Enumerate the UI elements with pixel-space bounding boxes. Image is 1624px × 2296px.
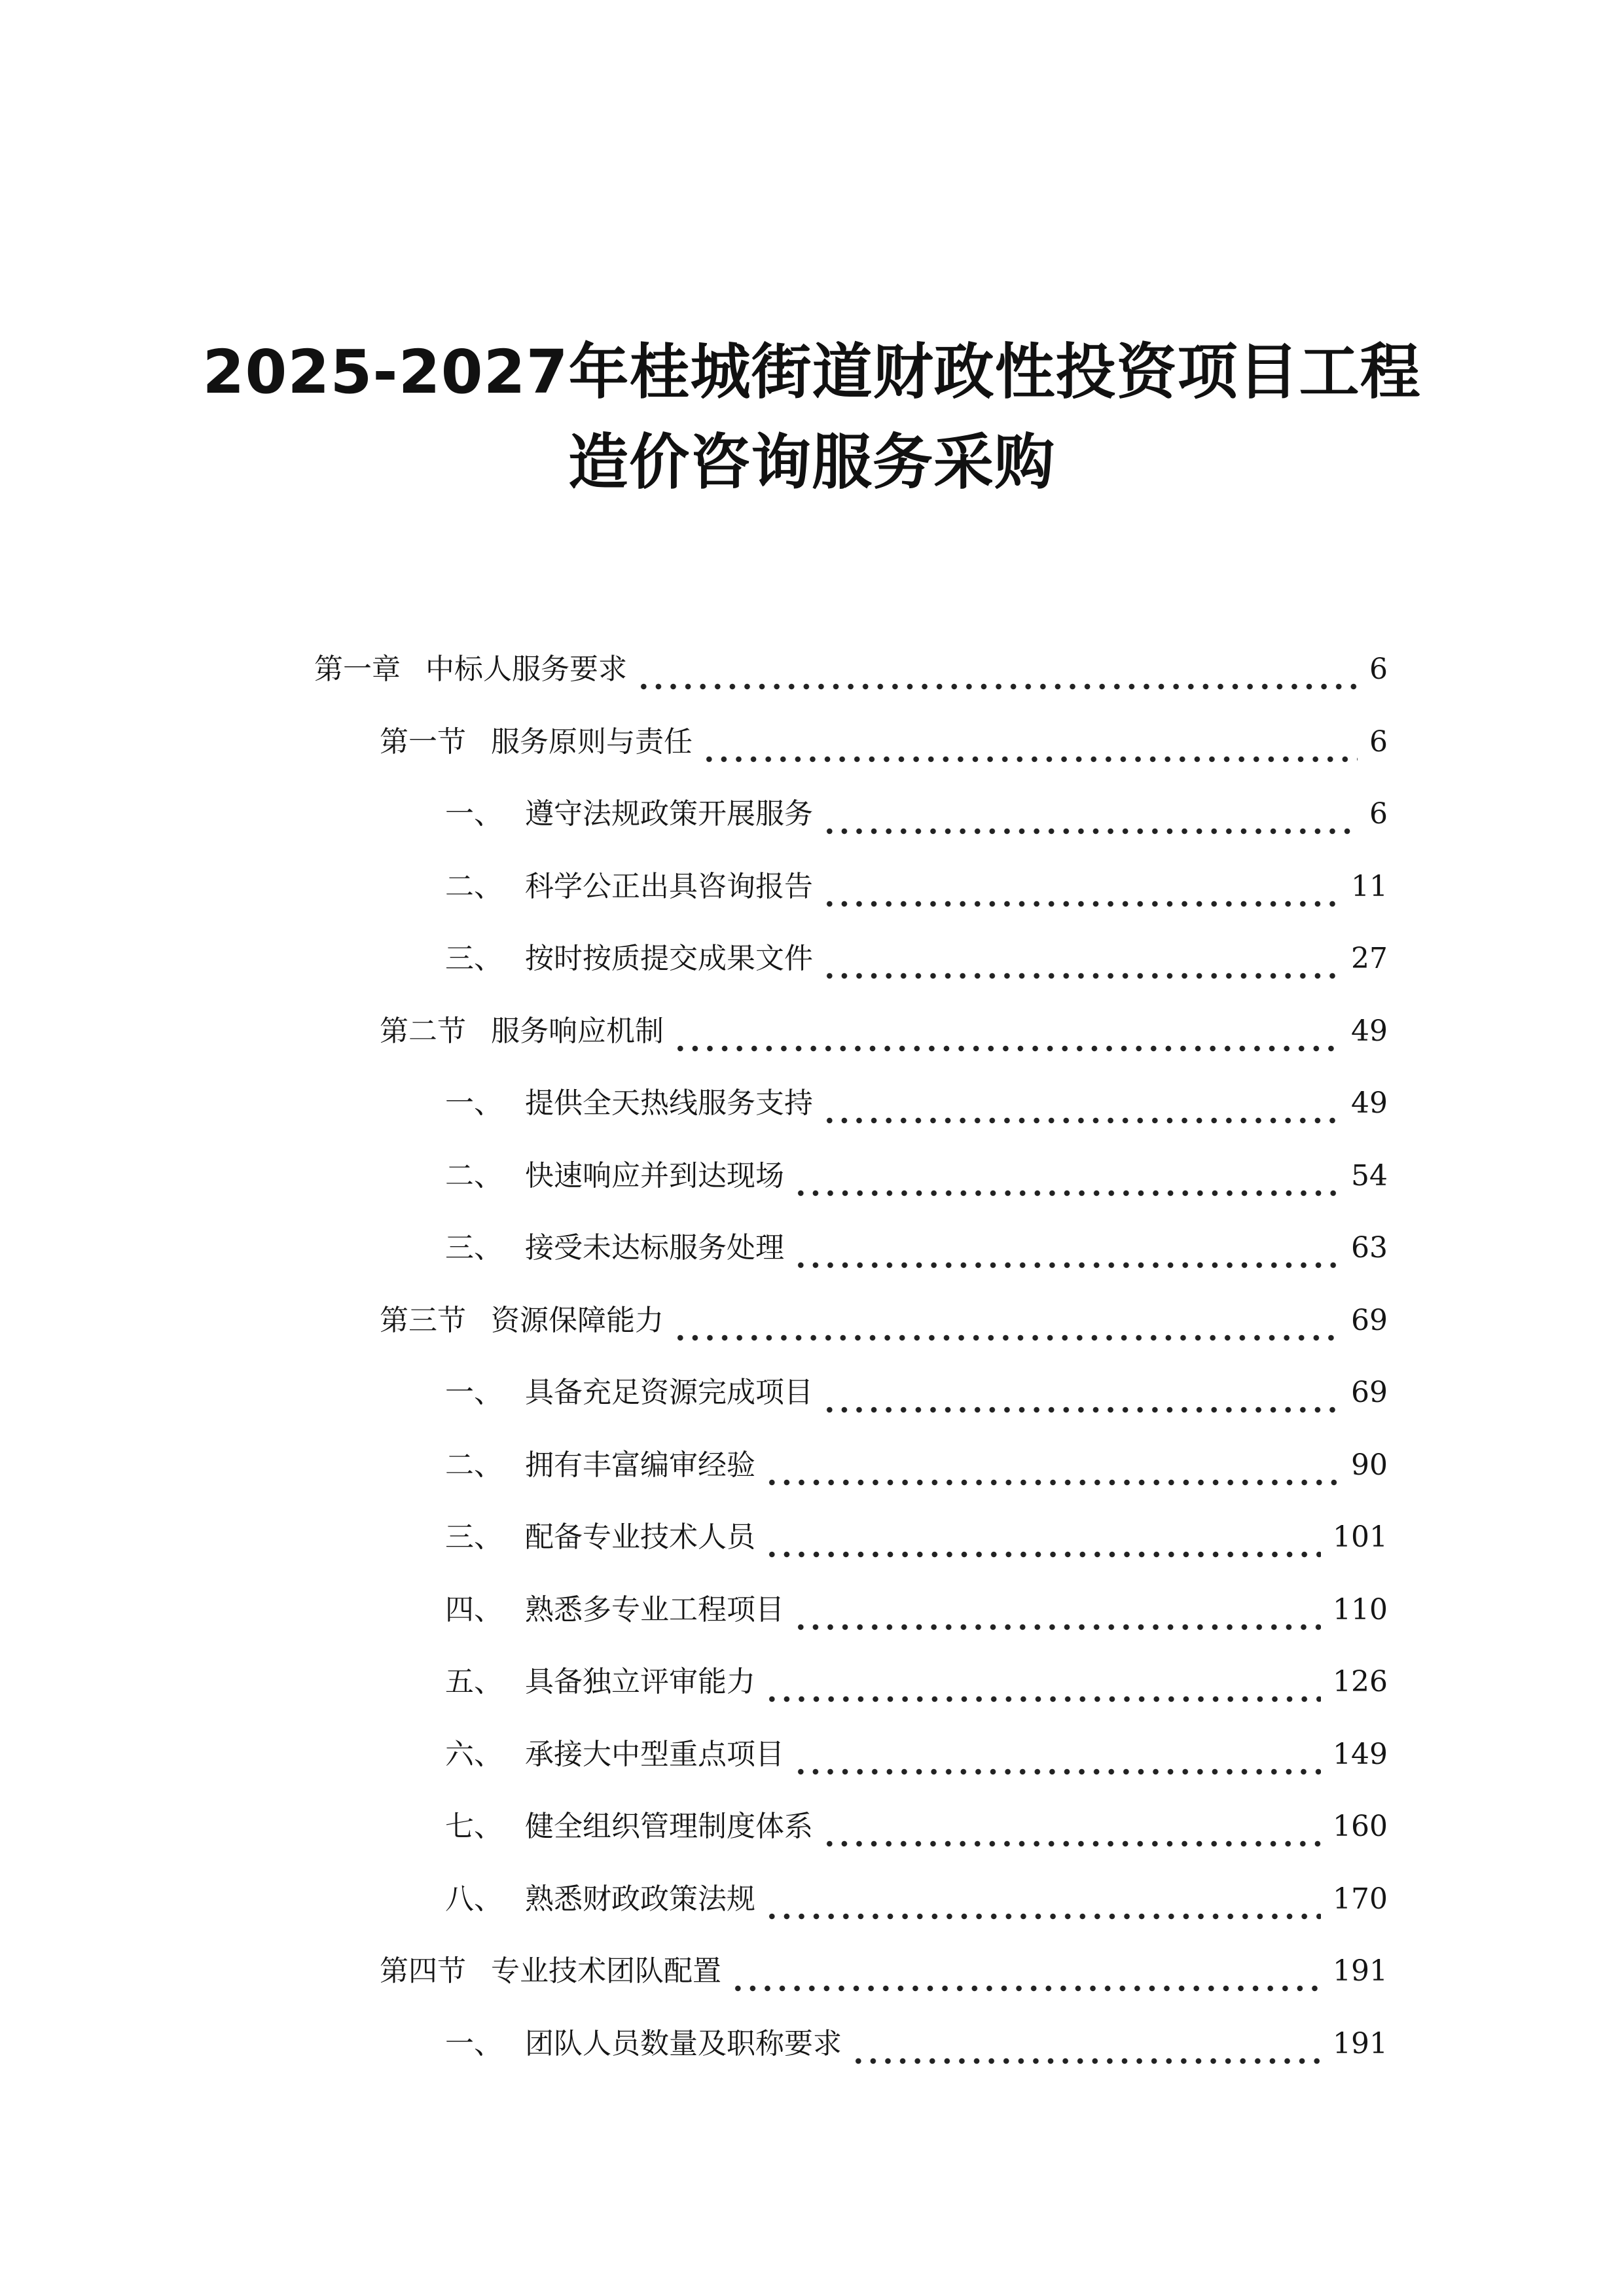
toc-entry-label: 接受未达标服务处理 [525,1231,784,1265]
toc-entry-number: 三、 [445,1231,503,1265]
toc-dot-leader [793,1581,1321,1640]
toc-entry-label: 具备独立评审能力 [525,1665,755,1698]
toc-entry-page-number: 27 [1351,942,1388,975]
toc-entry-label: 专业技术团队配置 [491,1954,721,1988]
toc-dot-leader [702,713,1358,772]
toc-entry[interactable] [445,1797,1388,1856]
toc-entry-page-number: 6 [1369,797,1388,831]
toc-entry-label: 健全组织管理制度体系 [525,1810,813,1843]
toc-entry-label: 中标人服务要求 [425,653,627,686]
toc-entry[interactable] [314,640,1388,699]
toc-entry-label: 服务原则与责任 [491,725,693,759]
toc-entry[interactable] [445,1436,1388,1495]
toc-entry-label: 拥有丰富编审经验 [525,1448,755,1482]
toc-dot-leader [793,1219,1339,1278]
toc-entry-label: 具备充足资源完成项目 [525,1376,813,1409]
toc-entry[interactable] [445,1363,1388,1422]
toc-entry-number: 一、 [445,797,503,831]
toc-entry[interactable] [445,1508,1388,1567]
toc-entry-number: 第三节 [380,1304,466,1337]
toc-entry[interactable] [445,1581,1388,1640]
toc-entry-page-number: 63 [1351,1231,1388,1265]
toc-entry-page-number: 170 [1333,1882,1388,1916]
toc-entry-number: 二、 [445,1448,503,1482]
toc-entry-number: 七、 [445,1810,503,1843]
toc-entry-page-number: 191 [1333,2027,1388,2060]
toc-entry-page-number: 90 [1351,1448,1388,1482]
toc-entry[interactable] [445,929,1388,988]
toc-entry-number: 三、 [445,1520,503,1554]
toc-entry-page-number: 110 [1333,1593,1388,1626]
toc-entry-label: 配备专业技术人员 [525,1520,755,1554]
document-title [196,327,1427,508]
toc-entry[interactable] [445,1653,1388,1712]
toc-dot-leader [822,1074,1339,1133]
toc-dot-leader [822,929,1339,988]
toc-entry-label: 按时按质提交成果文件 [525,942,813,975]
toc-entry-label: 熟悉财政政策法规 [525,1882,755,1916]
toc-entry-number: 六、 [445,1738,503,1771]
toc-dot-leader [765,1653,1321,1712]
toc-entry[interactable] [445,785,1388,844]
toc-entry-label: 熟悉多专业工程项目 [525,1593,784,1626]
toc-entry-label: 科学公正出具咨询报告 [525,870,813,903]
toc-entry-page-number: 191 [1333,1954,1388,1988]
toc-entry-page-number: 160 [1333,1810,1388,1843]
toc-entry[interactable] [445,1074,1388,1133]
toc-dot-leader [793,1147,1339,1206]
toc-entry-number: 二、 [445,870,503,903]
toc-entry-page-number: 6 [1369,653,1388,686]
toc-entry-page-number: 101 [1333,1520,1388,1554]
toc-entry[interactable] [380,713,1388,772]
toc-dot-leader [731,1942,1321,2001]
toc-entry[interactable] [380,1942,1388,2001]
toc-entry-page-number: 126 [1333,1665,1388,1698]
toc-dot-leader [822,785,1358,844]
toc-dot-leader [765,1870,1321,1929]
toc-entry-page-number: 149 [1333,1738,1388,1771]
toc-dot-leader [822,1363,1339,1422]
toc-entry-page-number: 69 [1351,1376,1388,1409]
toc-entry-page-number: 49 [1351,1086,1388,1120]
toc-dot-leader [636,640,1358,699]
toc-entry[interactable] [445,2015,1388,2073]
toc-entry[interactable] [380,1002,1388,1061]
toc-entry[interactable] [445,1219,1388,1278]
title-line-2: 造价咨询服务采购 [568,427,1055,497]
toc-entry[interactable] [445,1147,1388,1206]
toc-dot-leader [822,857,1339,916]
toc-entry-label: 团队人员数量及职称要求 [525,2027,842,2060]
toc-entry-number: 第一节 [380,725,466,759]
toc-entry-page-number: 6 [1369,725,1388,759]
toc-dot-leader [673,1291,1339,1350]
toc-entry-page-number: 11 [1351,870,1388,903]
toc-entry-number: 八、 [445,1882,503,1916]
toc-entry-number: 第一章 [314,653,401,686]
toc-dot-leader [673,1002,1339,1061]
toc-entry-number: 一、 [445,2027,503,2060]
toc-dot-leader [765,1508,1321,1567]
toc-dot-leader [851,2015,1321,2073]
toc-entry-number: 一、 [445,1376,503,1409]
toc-entry-number: 五、 [445,1665,503,1698]
toc-entry-page-number: 49 [1351,1014,1388,1048]
toc-entry-label: 资源保障能力 [491,1304,664,1337]
toc-entry-label: 承接大中型重点项目 [525,1738,784,1771]
toc-entry-label: 提供全天热线服务支持 [525,1086,813,1120]
toc-entry-label: 快速响应并到达现场 [525,1159,784,1193]
toc-entry-number: 二、 [445,1159,503,1193]
toc-entry-number: 四、 [445,1593,503,1626]
toc-entry[interactable] [445,1870,1388,1929]
toc-entry-number: 三、 [445,942,503,975]
toc-entry[interactable] [380,1291,1388,1350]
toc-entry[interactable] [445,857,1388,916]
toc-dot-leader [822,1797,1321,1856]
toc-entry-number: 第四节 [380,1954,466,1988]
toc-dot-leader [793,1725,1321,1784]
toc-entry-label: 遵守法规政策开展服务 [525,797,813,831]
toc-entry[interactable] [445,1725,1388,1784]
toc-entry-page-number: 54 [1351,1159,1388,1193]
toc-entry-label: 服务响应机制 [491,1014,664,1048]
title-line-1: 2025-2027年桂城街道财政性投资项目工程 [202,337,1421,407]
toc-dot-leader [765,1436,1339,1495]
toc-entry-number: 一、 [445,1086,503,1120]
toc-entry-number: 第二节 [380,1014,466,1048]
toc-entry-page-number: 69 [1351,1304,1388,1337]
